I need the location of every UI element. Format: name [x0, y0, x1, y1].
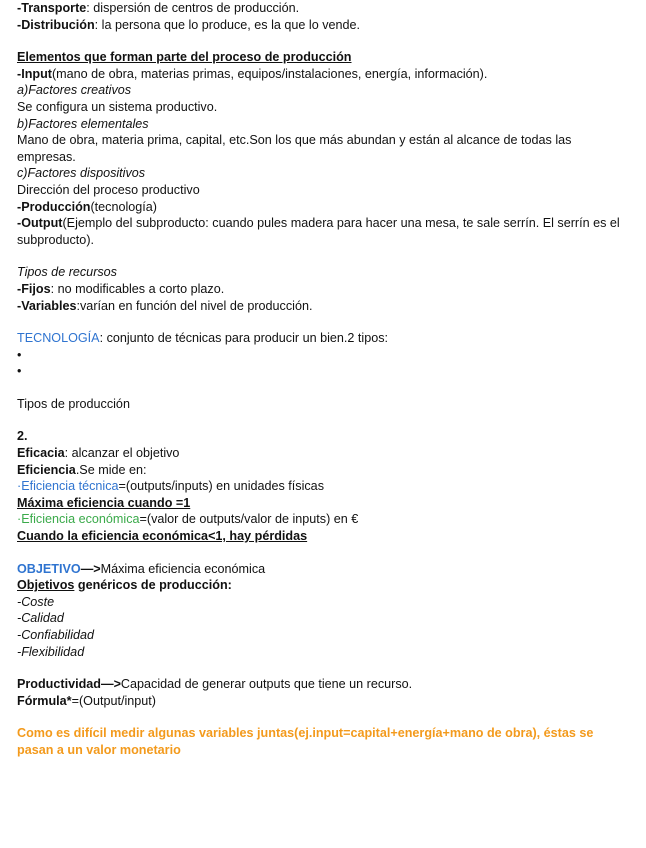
objetivo-text: Máxima eficiencia económica: [100, 561, 266, 576]
objetivo-label: OBJETIVO: [17, 561, 81, 576]
fijos-label: -Fijos: [17, 281, 51, 296]
tecnologia-bullet: •: [17, 347, 22, 362]
elementos-heading: Elementos que forman parte del proceso de producción: [17, 50, 352, 65]
spacer: [17, 314, 632, 330]
formula-label: Fórmula*: [17, 693, 72, 708]
distribucion-label: -Distribución: [17, 17, 95, 32]
produccion-label: -Producción: [17, 199, 91, 214]
nota-monetaria: Como es difícil medir algunas variables juntas(ej.input=capital+energía+mano de obra), éstas se pasan a un valor monetario: [17, 726, 594, 757]
creativos-text: Se configura un sistema productivo.: [17, 99, 218, 114]
eficiencia-tecnica-label: Eficiencia técnica: [21, 479, 119, 494]
objetivos-genericos-heading: [17, 577, 632, 594]
dispositivos-text: Dirección del proceso productivo: [17, 182, 200, 197]
variables-label: -Variables: [17, 298, 77, 313]
fijos-line: [17, 281, 632, 298]
maxima-eficiencia: Máxima eficiencia cuando =1: [17, 495, 191, 510]
tecnologia-line: [17, 330, 632, 347]
objetivos-word: Objetivos: [17, 578, 75, 593]
bullet-dot: ·: [17, 479, 22, 494]
produccion-line: [17, 199, 632, 216]
eficiencia-tecnica-line: [17, 478, 632, 495]
variables-line: [17, 298, 632, 315]
document-page: [17, 0, 632, 759]
spacer: [17, 412, 632, 428]
arrow: —>: [80, 561, 101, 576]
spacer: [17, 380, 632, 396]
objetivo-item: -Confiabilidad: [17, 628, 95, 642]
eficacia-line: [17, 445, 632, 462]
spacer: [17, 660, 632, 676]
output-text: (Ejemplo del subproducto: cuando pules madera para hacer una mesa, te sale serrín. El serrín es el subproducto).: [17, 216, 620, 247]
eficiencia-label: Eficiencia: [17, 462, 76, 477]
eficiencia-text: .Se mide en:: [75, 462, 147, 477]
distribucion-line: [17, 17, 632, 34]
recursos-heading: Tipos de recursos: [17, 265, 117, 280]
eficiencia-line: [17, 462, 632, 479]
output-line: [17, 215, 632, 248]
produccion-text: (tecnología): [90, 199, 157, 214]
bullet-dot: ·: [17, 512, 22, 527]
objetivo-line: [17, 561, 632, 578]
eficiencia-economica-label: Eficiencia económica: [21, 512, 140, 527]
tecnologia-bullet: •: [17, 364, 22, 379]
eficiencia-economica-text: =(valor de outputs/valor de inputs) en €: [139, 512, 359, 527]
objetivo-item: -Coste: [17, 594, 55, 609]
spacer: [17, 709, 632, 725]
input-label: -Input: [17, 66, 52, 81]
output-label: -Output: [17, 216, 63, 231]
distribucion-text: : la persona que lo produce, es la que lo vende.: [94, 17, 361, 32]
transporte-text: : dispersión de centros de producción.: [86, 1, 300, 15]
genericos-rest: genéricos de producción:: [74, 578, 232, 593]
input-text: (mano de obra, materias primas, equipos/instalaciones, energía, información).: [51, 66, 488, 81]
input-line: [17, 66, 632, 83]
variables-text: :varían en función del nivel de producción.: [76, 298, 313, 313]
elementales-label: b)Factores elementales: [17, 116, 149, 131]
spacer: [17, 33, 632, 49]
fijos-text: : no modificables a corto plazo.: [50, 281, 225, 296]
eficiencia-economica-line: [17, 511, 632, 528]
eficacia-label: Eficacia: [17, 446, 65, 461]
transporte-line: [17, 0, 632, 17]
elementales-text: Mano de obra, materia prima, capital, etc.Son los que más abundan y están al alcance de todas las empresas.: [17, 133, 572, 164]
eficiencia-tecnica-text: =(outputs/inputs) en unidades físicas: [118, 479, 324, 494]
tipos-produccion: Tipos de producción: [17, 396, 130, 411]
productividad-label: Productividad: [17, 677, 101, 692]
formula-line: [17, 693, 632, 710]
dispositivos-label: c)Factores dispositivos: [17, 166, 146, 181]
creativos-label: a)Factores creativos: [17, 83, 132, 98]
eficacia-text: : alcanzar el objetivo: [64, 446, 180, 461]
arrow: —>: [100, 677, 121, 692]
objetivo-item: -Calidad: [17, 611, 64, 626]
formula-text: =(Output/input): [71, 693, 156, 708]
productividad-text: Capacidad de generar outputs que tiene un recurso.: [120, 677, 413, 692]
section-number: 2.: [17, 429, 28, 444]
spacer: [17, 545, 632, 561]
tecnologia-text: : conjunto de técnicas para producir un bien.2 tipos:: [99, 331, 389, 346]
productividad-line: [17, 676, 632, 693]
objetivo-item: -Flexibilidad: [17, 644, 85, 659]
spacer: [17, 248, 632, 264]
transporte-label: -Transporte: [17, 1, 87, 15]
perdidas-line: Cuando la eficiencia económica<1, hay pérdidas: [17, 529, 308, 544]
tecnologia-label: TECNOLOGÍA: [17, 331, 100, 346]
